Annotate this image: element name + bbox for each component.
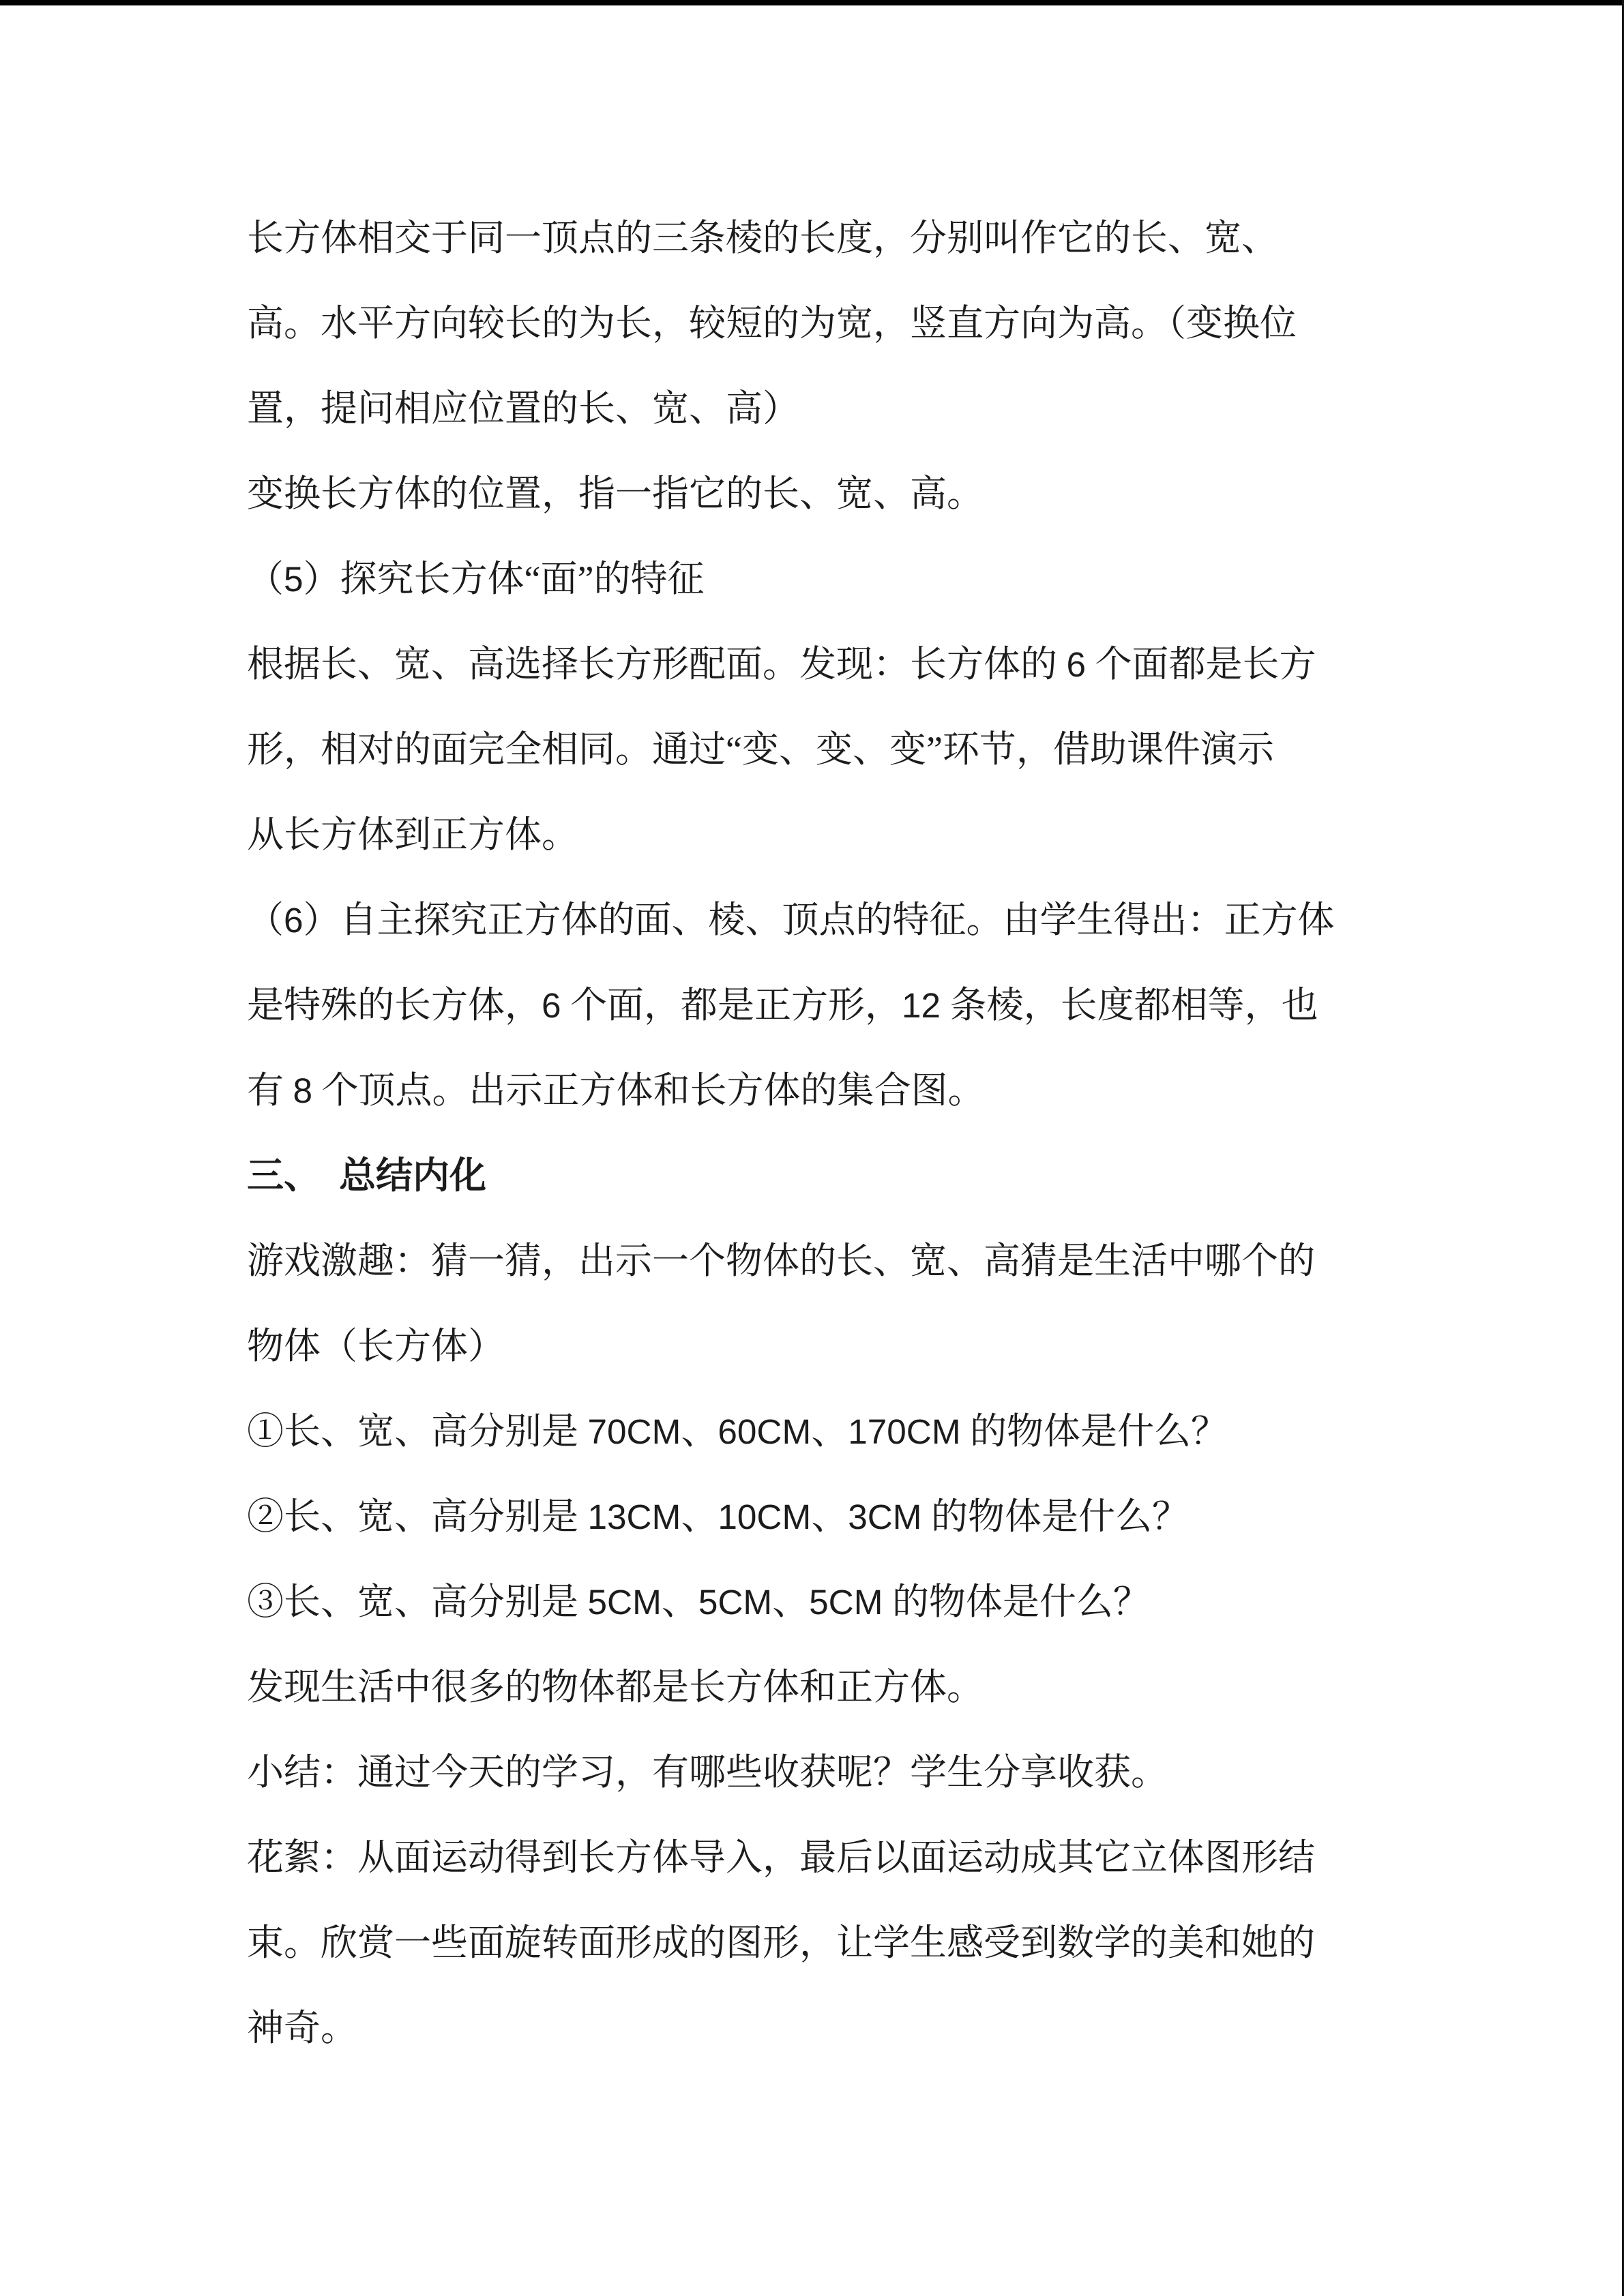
text-line: 从长方体到正方体。 bbox=[247, 814, 578, 855]
text-line: （5）探究长方体“面”的特征 bbox=[247, 558, 705, 599]
text-line: （6）自主探究正方体的面、棱、顶点的特征。由学生得出：正方体 bbox=[247, 899, 1335, 940]
text-line: 物体（长方体） bbox=[247, 1326, 505, 1367]
text-line: 小结：通过今天的学习，有哪些收获呢？学生分享收获。 bbox=[247, 1752, 1168, 1793]
text-line: 置，提问相应位置的长、宽、高） bbox=[247, 388, 799, 429]
text-line: 形，相对的面完全相同。通过“变、变、变”环节，借助课件演示 bbox=[247, 729, 1274, 770]
text-line: ②长、宽、高分别是 13CM、10CM、3CM 的物体是什么？ bbox=[247, 1496, 1189, 1537]
text-line: 是特殊的长方体，6 个面，都是正方形，12 条棱，长度都相等，也 bbox=[247, 985, 1318, 1026]
text-line: 长方体相交于同一顶点的三条棱的长度，分别叫作它的长、宽、 bbox=[247, 218, 1278, 258]
text-line: 根据长、宽、高选择长方形配面。发现：长方体的 6 个面都是长方 bbox=[247, 644, 1316, 685]
section-heading: 三、 总结内化 bbox=[247, 1155, 486, 1196]
text-line: 变换长方体的位置，指一指它的长、宽、高。 bbox=[247, 473, 984, 514]
text-line: 神奇。 bbox=[247, 2008, 357, 2048]
text-line: ③长、宽、高分别是 5CM、5CM、5CM 的物体是什么？ bbox=[247, 1581, 1150, 1622]
text-line: 高。水平方向较长的为长，较短的为宽，竖直方向为高。（变换位 bbox=[247, 303, 1297, 344]
text-line: 花絮：从面运动得到长方体导入，最后以面运动成其它立体图形结 bbox=[247, 1837, 1315, 1878]
text-line: 游戏激趣：猜一猜，出示一个物体的长、宽、高猜是生活中哪个的 bbox=[247, 1240, 1315, 1281]
page-top-border bbox=[0, 0, 1624, 5]
document-body bbox=[247, 196, 1335, 2071]
text-line: 发现生活中很多的物体都是长方体和正方体。 bbox=[247, 1667, 984, 1708]
text-line: 束。欣赏一些面旋转面形成的图形，让学生感受到数学的美和她的 bbox=[247, 1922, 1315, 1963]
text-line: ①长、宽、高分别是 70CM、60CM、170CM 的物体是什么？ bbox=[247, 1411, 1228, 1452]
text-line: 有 8 个顶点。出示正方体和长方体的集合图。 bbox=[247, 1070, 985, 1111]
